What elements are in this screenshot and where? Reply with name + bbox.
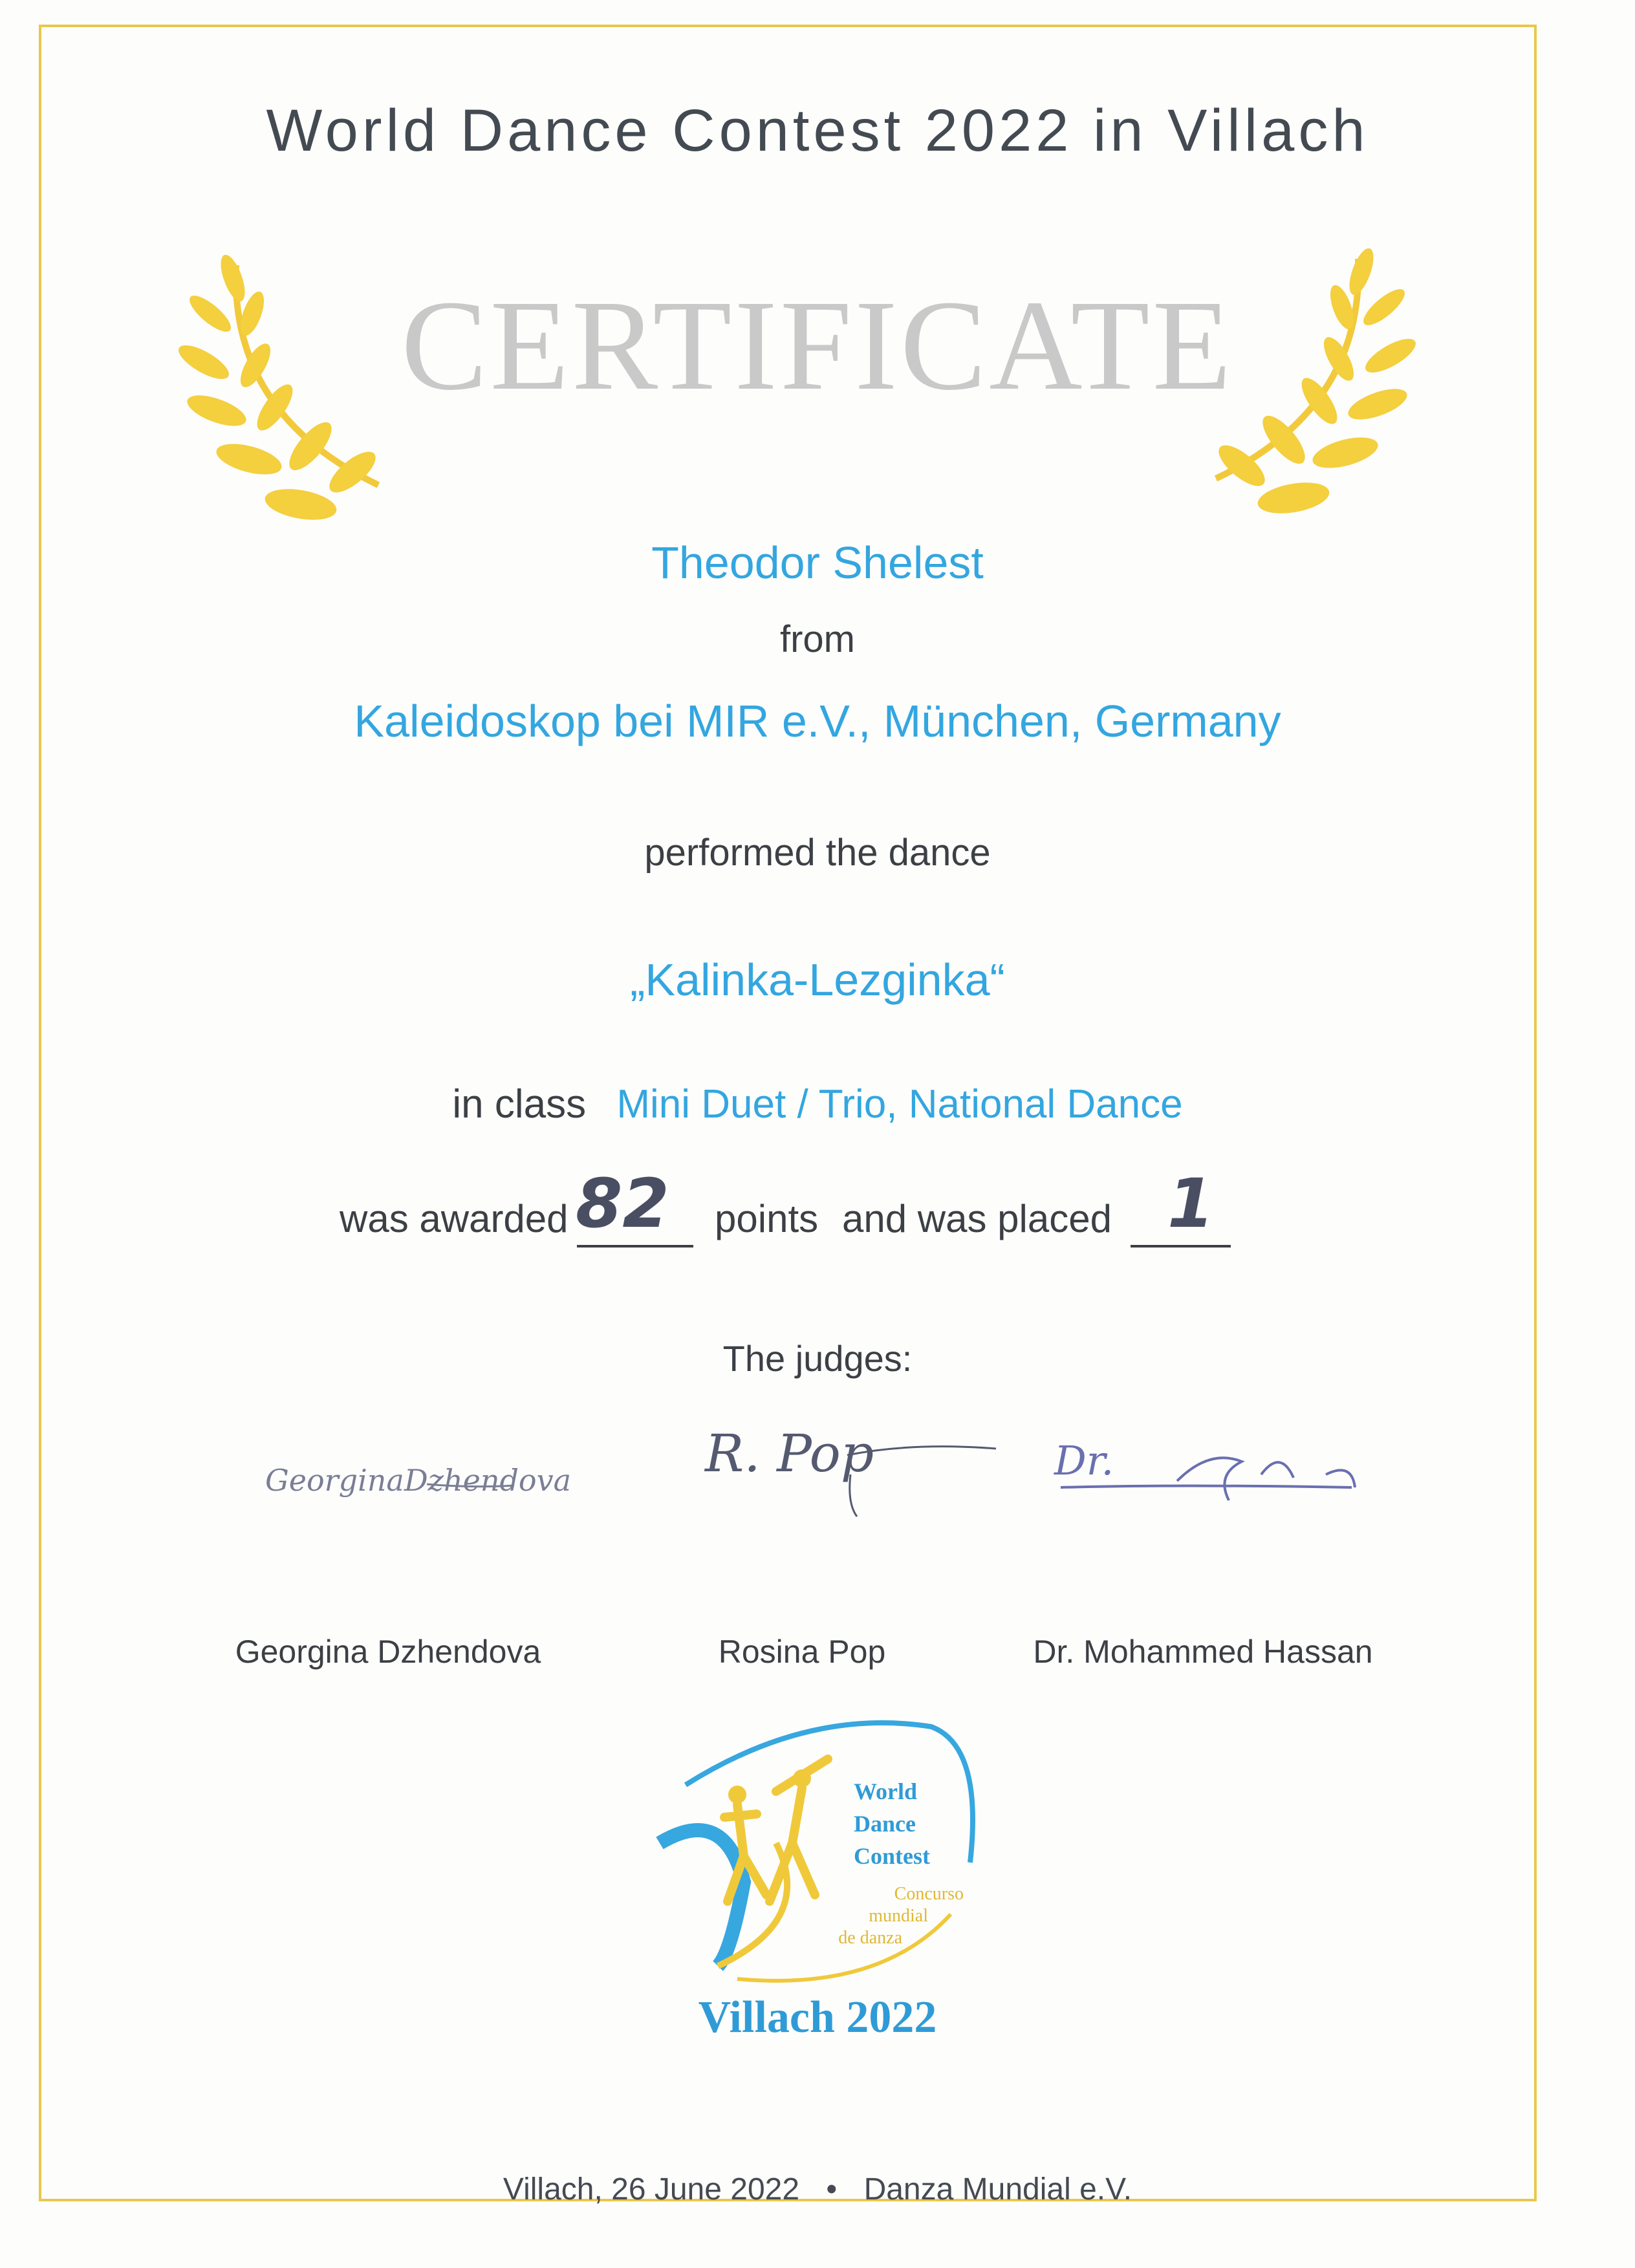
recipient-name: Theodor Shelest: [651, 537, 984, 588]
points-label: points: [715, 1197, 819, 1240]
awarded-label: was awarded: [340, 1197, 568, 1240]
logo-mundial: mundial: [869, 1906, 928, 1926]
signature-pop: [698, 1413, 1009, 1529]
club-name: Kaleidoskop bei MIR e.V., München, Germany: [354, 696, 1281, 746]
signature-pop-text: R. Pop: [705, 1423, 874, 1484]
judge-name: Rosina Pop: [718, 1634, 886, 1670]
judges-title: The judges:: [722, 1338, 913, 1379]
dance-name: „Kalinka-Lezginka“: [630, 955, 1005, 1005]
judge-name: Georgina Dzhendova: [235, 1634, 541, 1670]
footer-organizer: Danza Mundial e.V.: [863, 2172, 1132, 2207]
placed-label: and was placed: [842, 1197, 1112, 1240]
class-line: [0, 1081, 1635, 1127]
logo-world: World: [854, 1778, 918, 1804]
signature-dzhendova-text: GeorginaDzhendova: [265, 1463, 572, 1498]
signature-hassan-text: Dr.: [1054, 1437, 1114, 1484]
signature-dzhendova: [259, 1445, 572, 1517]
from-label: from: [780, 618, 855, 660]
class-value: Mini Duet / Trio, National Dance: [616, 1082, 1183, 1127]
points-underline: [577, 1245, 693, 1247]
performed-label: performed the dance: [644, 832, 991, 874]
footer: [0, 2172, 1635, 2207]
class-label: in class: [452, 1082, 587, 1127]
signature-hassan: [1048, 1423, 1371, 1513]
place-value: 1: [1167, 1164, 1215, 1243]
footer-place-date: Villach, 26 June 2022: [503, 2172, 800, 2207]
judge-name: Dr. Mohammed Hassan: [1033, 1634, 1373, 1670]
logo-de-danza: de danza: [838, 1928, 902, 1948]
logo-caption: Villach 2022: [698, 1993, 937, 2042]
logo-dance: Dance: [854, 1811, 916, 1837]
wdc-logo-icon: [647, 1707, 996, 2005]
points-value: 82: [576, 1164, 669, 1243]
place-underline: [1131, 1245, 1231, 1247]
logo-contest: Contest: [854, 1843, 930, 1869]
footer-separator: •: [826, 2172, 838, 2207]
certificate-title: CERTIFICATE: [401, 274, 1234, 417]
event-header: World Dance Contest 2022 in Villach: [266, 98, 1369, 164]
logo-concurso: Concurso: [894, 1884, 964, 1904]
